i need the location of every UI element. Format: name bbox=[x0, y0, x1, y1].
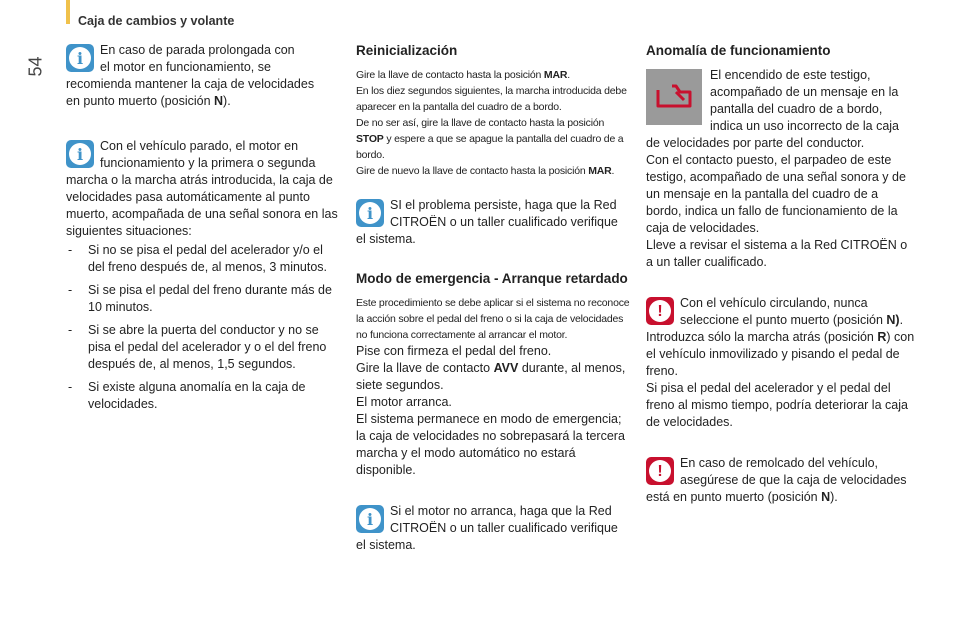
malfunction-heading: Anomalía de funcionamiento bbox=[646, 43, 831, 58]
info-note-no-start bbox=[356, 503, 631, 554]
info-note-text: SI el problema persiste, haga que la Red CITROËN o un taller cualificado verifique el sistema. bbox=[356, 198, 618, 246]
list-item: - Si existe alguna anomalía en la caja de velocidades. bbox=[66, 379, 338, 413]
section-marker-bar bbox=[66, 0, 70, 24]
column-right bbox=[646, 42, 916, 506]
malfunction-text: El encendido de este testigo, acompañado de un mensaje en la pantalla del cuadro de a bordo, indica un uso incorrecto de la caja de velocidades por parte del conductor. bbox=[646, 68, 900, 150]
list-item: - Si se pisa el pedal del freno durante más de 10 minutos. bbox=[66, 282, 338, 316]
malfunction-lamp-block bbox=[646, 67, 916, 152]
info-icon: i bbox=[66, 140, 94, 168]
reset-heading: Reinicialización bbox=[356, 43, 458, 58]
emergency-intro: Este procedimiento se debe aplicar si el sistema no reconoce la acción sobre el pedal del freno o si la caja de velocidades no funciona correctamente al arrancar el motor. bbox=[356, 297, 630, 341]
section-title: Caja de cambios y volante bbox=[78, 14, 235, 28]
info-note-text: Si el motor no arranca, haga que la Red CITROËN o un taller cualificado verifique el sistema. bbox=[356, 504, 618, 552]
info-note-reset bbox=[356, 197, 631, 248]
column-left bbox=[66, 42, 338, 419]
malfunction-text-3: Lleve a revisar el sistema a la Red CITROËN o a un taller cualificado. bbox=[646, 238, 908, 269]
warning-icon: ! bbox=[646, 457, 674, 485]
info-note-text: En caso de parada prolongada con el motor en funcionamiento, se recomienda mantener la caja de velocidades en punto muerto (posición N). bbox=[66, 43, 315, 108]
info-note-neutral bbox=[66, 138, 338, 413]
warning-note-towing: ! En caso de remolcado del vehículo, asegúrese de que la caja de velocidades está en punto muerto (posición N). bbox=[646, 456, 907, 504]
list-item: - Si se abre la puerta del conductor y no se pisa el pedal del acelerador y o el del freno después de, al menos, 1,5 segundos. bbox=[66, 322, 338, 373]
reset-procedure: Gire la llave de contacto hasta la posición MAR. En los diez segundos siguientes, la marcha introducida debe aparecer en la pantalla del cuadro de a bordo. De no ser así, gire la llave de contacto hasta la posición STOP y espere a que se apague la pantalla del cuadro de a bordo. Gire de nuevo la llave de contacto hasta la posición MAR. bbox=[356, 69, 627, 177]
column-middle bbox=[356, 42, 631, 554]
warning-note-neutral: ! Con el vehículo circulando, nunca seleccione el punto muerto (posición N). Introduzca sólo la marcha atrás (posición R) con el vehículo inmovilizado y pisando el pedal de freno. Si pisa el pedal del acelerador y el pedal del freno al mismo tiempo, podría deteriorar la caja de velocidades. bbox=[646, 296, 915, 429]
info-icon: i bbox=[356, 505, 384, 533]
info-icon: i bbox=[66, 44, 94, 72]
info-note-text: Con el vehículo parado, el motor en funcionamiento y la primera o segunda marcha o la marcha atrás introducida, la caja de velocidades pasa automáticamente al punto muerto, acompañada de una señal sonora en las siguientes situaciones: bbox=[66, 139, 338, 238]
malfunction-text-2: Con el contacto puesto, el parpadeo de este testigo, acompañado de una señal sonora y de un mensaje en la pantalla del cuadro de a bordo, indica un fallo de funcionamiento de la caja de velocidades. bbox=[646, 153, 906, 235]
emergency-heading: Modo de emergencia - Arranque retardado bbox=[356, 271, 628, 286]
page-number: 54 bbox=[25, 56, 46, 77]
situation-list bbox=[66, 242, 338, 413]
list-item: - Si no se pisa el pedal del acelerador y/o el del freno después de, al menos, 3 minutos. bbox=[66, 242, 338, 276]
gearbox-warning-lamp-icon bbox=[646, 69, 702, 125]
warning-icon: ! bbox=[646, 297, 674, 325]
info-note-parking bbox=[66, 42, 338, 110]
emergency-steps: Pise con firmeza el pedal del freno. Gire la llave de contacto AVV durante, al menos, siete segundos. El motor arranca. El sistema permanece en modo de emergencia; la caja de velocidades no sobrepasará la tercera marcha y el modo automático no estará disponible. bbox=[356, 344, 626, 477]
info-icon: i bbox=[356, 199, 384, 227]
